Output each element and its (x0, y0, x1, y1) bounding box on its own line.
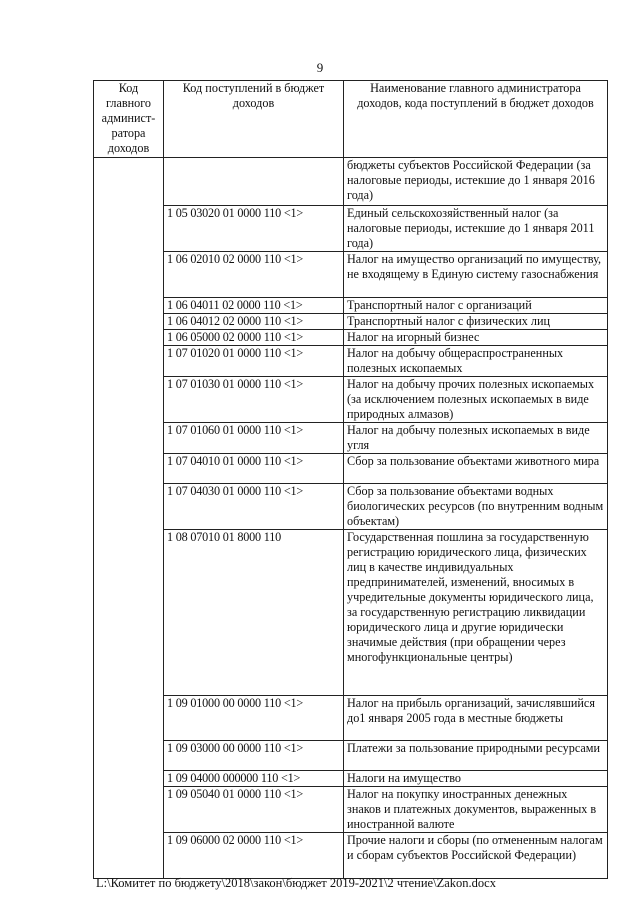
revenue-code-cell: 1 07 04010 01 0000 110 <1> (164, 454, 344, 484)
revenue-name-cell: Сбор за пользование объектами животного мира (344, 454, 608, 484)
revenue-name-cell: Платежи за пользование природными ресурсами (344, 741, 608, 771)
revenue-name-cell: Налог на игорный бизнес (344, 330, 608, 346)
revenue-code-cell: 1 09 03000 00 0000 110 <1> (164, 741, 344, 771)
revenue-name-cell: Сбор за пользование объектами водных биологических ресурсов (по внутренним водным объектам) (344, 484, 608, 530)
revenue-code-cell: 1 07 01020 01 0000 110 <1> (164, 346, 344, 377)
table-row (94, 330, 608, 346)
header-name: Наименование главного администратора доходов, кода поступлений в бюджет доходов (344, 81, 608, 158)
revenue-name-cell: Налог на добычу полезных ископаемых в виде угля (344, 423, 608, 454)
page-number: 9 (316, 60, 324, 75)
revenue-code-cell: 1 09 04000 000000 110 <1> (164, 771, 344, 787)
revenue-name-cell: Транспортный налог с физических лиц (344, 314, 608, 330)
revenue-codes-table (93, 80, 608, 879)
table-row (94, 454, 608, 484)
revenue-name-cell: Единый сельскохозяйственный налог (за налоговые периоды, истекшие до 1 января 2011 года) (344, 206, 608, 252)
revenue-code-cell: 1 09 06000 02 0000 110 <1> (164, 833, 344, 879)
revenue-name-cell: Прочие налоги и сборы (по отмененным налогам и сборам субъектов Российской Федерации) (344, 833, 608, 879)
table-row (94, 771, 608, 787)
table-row (94, 314, 608, 330)
revenue-code-cell: 1 08 07010 01 8000 110 (164, 530, 344, 696)
header-admin-code: Код главного админист-ратора доходов (94, 81, 164, 158)
revenue-code-cell: 1 06 05000 02 0000 110 <1> (164, 330, 344, 346)
table-row (94, 252, 608, 298)
revenue-code-cell: 1 07 01030 01 0000 110 <1> (164, 377, 344, 423)
revenue-name-cell: Налог на прибыль организаций, зачислявшийся до1 января 2005 года в местные бюджеты (344, 696, 608, 741)
table-row (94, 298, 608, 314)
revenue-code-cell (164, 158, 344, 206)
table-row (94, 484, 608, 530)
revenue-code-cell: 1 09 05040 01 0000 110 <1> (164, 787, 344, 833)
table-row (94, 346, 608, 377)
revenue-code-cell: 1 07 04030 01 0000 110 <1> (164, 484, 344, 530)
revenue-code-cell: 1 06 04012 02 0000 110 <1> (164, 314, 344, 330)
table-row (94, 741, 608, 771)
revenue-name-cell: Налоги на имущество (344, 771, 608, 787)
revenue-name-cell: Государственная пошлина за государственную регистрацию юридического лица, физических лиц в качестве индивидуальных предпринимателей, изменений, вносимых в учредительные документы юридического лица, за государственную регистрацию ликвидации юридического лица и другие юридически значимые действия (при обращении через многофункциональные центры) (344, 530, 608, 696)
table-row (94, 206, 608, 252)
revenue-code-cell: 1 07 01060 01 0000 110 <1> (164, 423, 344, 454)
footer-file-path: L:\Комитет по бюджету\2018\закон\бюджет 2019-2021\2 чтение\Zakon.docx (96, 876, 496, 890)
admin-code-cell (94, 158, 164, 879)
revenue-code-cell: 1 06 02010 02 0000 110 <1> (164, 252, 344, 298)
revenue-code-cell: 1 05 03020 01 0000 110 <1> (164, 206, 344, 252)
revenue-name-cell: Транспортный налог с организаций (344, 298, 608, 314)
revenue-name-cell: Налог на покупку иностранных денежных знаков и платежных документов, выраженных в иностранной валюте (344, 787, 608, 833)
revenue-code-cell: 1 06 04011 02 0000 110 <1> (164, 298, 344, 314)
revenue-name-cell: бюджеты субъектов Российской Федерации (за налоговые периоды, истекшие до 1 января 2016 года) (344, 158, 608, 206)
table-row (94, 530, 608, 696)
revenue-code-cell: 1 09 01000 00 0000 110 <1> (164, 696, 344, 741)
table-row (94, 158, 608, 206)
table-row (94, 696, 608, 741)
revenue-name-cell: Налог на имущество организаций по имуществу, не входящему в Единую систему газоснабжения (344, 252, 608, 298)
table-row (94, 787, 608, 833)
table-header-row (94, 81, 608, 158)
table-row (94, 423, 608, 454)
revenue-name-cell: Налог на добычу общераспространенных полезных ископаемых (344, 346, 608, 377)
revenue-name-cell: Налог на добычу прочих полезных ископаемых (за исключением полезных ископаемых в виде природных алмазов) (344, 377, 608, 423)
table-row (94, 833, 608, 879)
table-row (94, 377, 608, 423)
header-revenue-code: Код поступлений в бюджет доходов (164, 81, 344, 158)
